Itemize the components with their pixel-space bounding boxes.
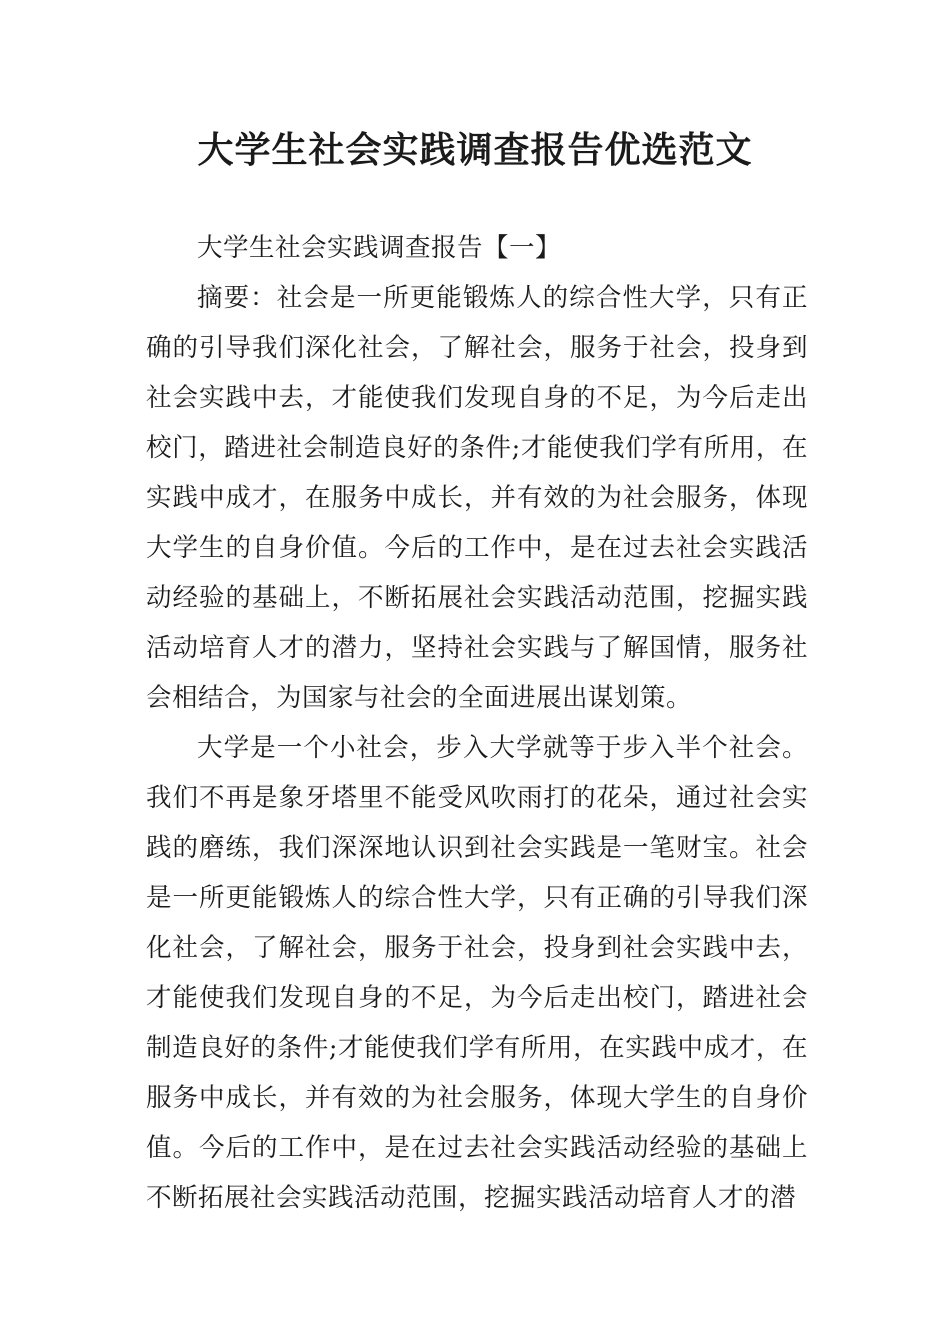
section-heading: 大学生社会实践调查报告【一】: [197, 233, 562, 263]
document-body: [146, 223, 808, 1223]
body-paragraph: 大学是一个小社会，步入大学就等于步入半个社会。我们不再是象牙塔里不能受风吹雨打的花朵，通过社会实践的磨练，我们深深地认识到社会实践是一笔财宝。社会是一所更能锻炼人的综合性大学，只有正确的引导我们深化社会，了解社会，服务于社会，投身到社会实践中去，才能使我们发现自身的不足，为今后走出校门，踏进社会制造良好的条件;才能使我们学有所用，在实践中成才，在服务中成长，并有效的为社会服务，体现大学生的自身价值。今后的工作中，是在过去社会实践活动经验的基础上不断拓展社会实践活动范围，挖掘实践活动培育人才的潜: [146, 733, 808, 1213]
document-title: 大学生社会实践调查报告优选范文: [197, 130, 753, 171]
abstract-paragraph: 摘要：社会是一所更能锻炼人的综合性大学，只有正确的引导我们深化社会，了解社会，服务于社会，投身到社会实践中去，才能使我们发现自身的不足，为今后走出校门，踏进社会制造良好的条件;才能使我们学有所用，在实践中成才，在服务中成长，并有效的为社会服务，体现大学生的自身价值。今后的工作中，是在过去社会实践活动经验的基础上，不断拓展社会实践活动范围，挖掘实践活动培育人才的潜力，坚持社会实践与了解国情，服务社会相结合，为国家与社会的全面进展出谋划策。: [146, 283, 808, 713]
